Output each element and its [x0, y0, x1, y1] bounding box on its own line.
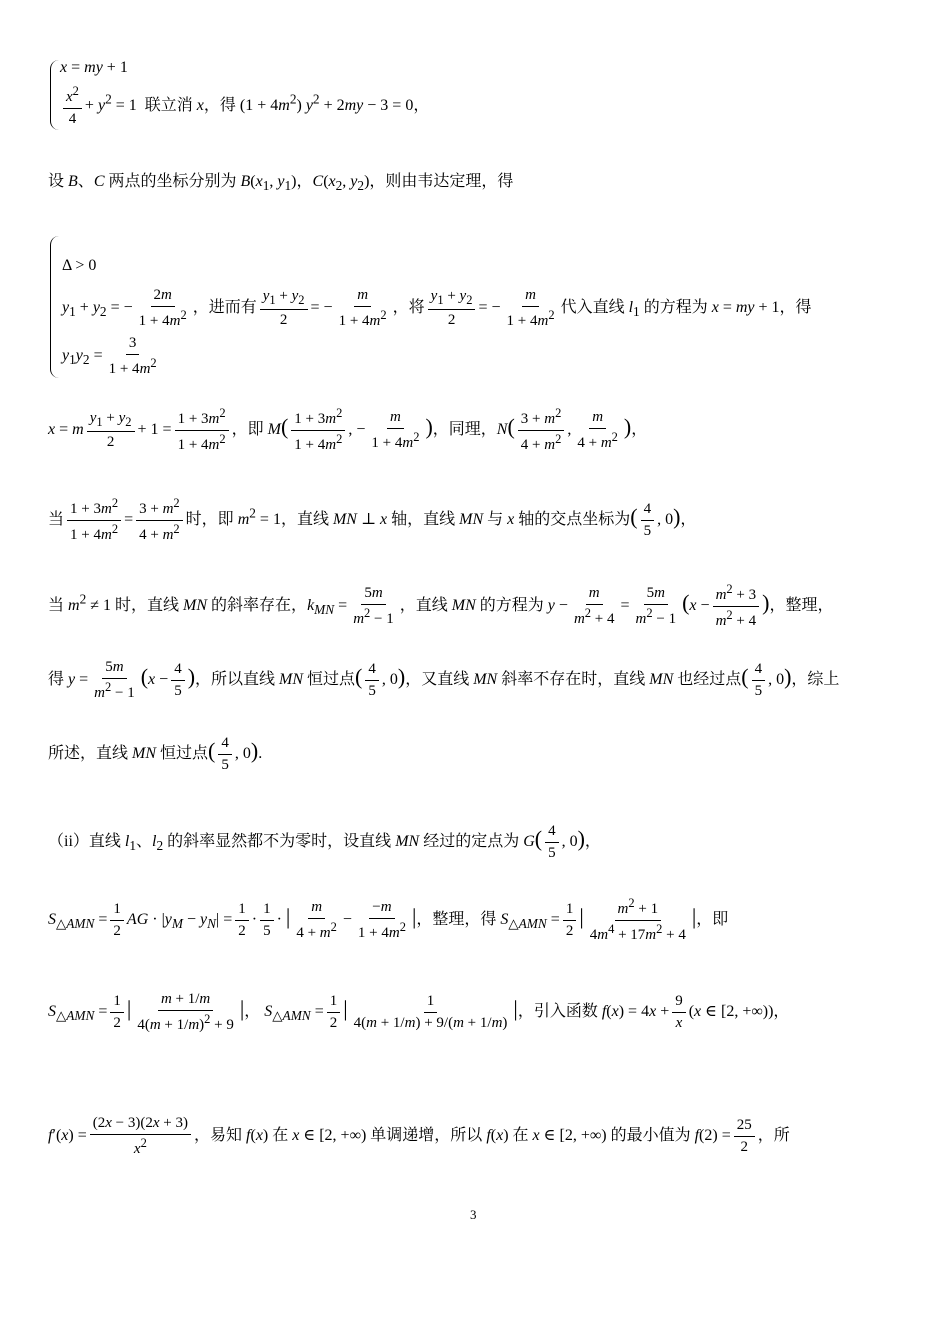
equation-line: $y_1y_2$ = $\frac{3}{1 + 4m^2}$ [62, 335, 157, 377]
equation-line: $y_1 + y_2$ = − $\frac{2m}{1 + 4m^2}$ ，进而有 $\frac{y_1 + y_2}{2}$ = − $\frac{m}{1 + 4m^2}$ ，将 $\frac{y_1 + y_2}{2}$ = − $\frac{m}{1 + 4m^2}$ 代入直线 $l_1$ 的方程为 x = my + 1，得 [62, 287, 812, 329]
text-line: 设 B、C 两点的坐标分别为 $B(x_1$, $y_1$)，$C(x_2$, $y_2$)，则由韦达定理，得 [48, 173, 514, 194]
equation-line: x = m $\frac{y_1 + y_2}{2}$ + 1 = $\frac{1 + 3m^2}{1 + 4m^2}$ ，即 M( $\frac{1 + 3m^2}{1 + 4m^2}$ , − $\frac{m}{1 + 4m^2}$ )，同理，N( $\frac{3 + m^2}{4 + m^2}$ , $\frac{m}{4 + m^2}$ )， [48, 406, 648, 453]
equation-line: 得 y = $\frac{5m}{m^2 - 1}$ (x − $\frac{4}{5}$ )，所以直线 MN 恒过点( $\frac{4}{5}$ , 0)，又直线 MN 斜率不存在时，直线 MN 也经过点( $\frac{4}{5}$ , 0)，综上 [48, 659, 840, 701]
equation-line: $S_{\triangle AMN}$ = $\frac{1}{2}$ AG · $|y_M - y_N|$ = $\frac{1}{2}$ · $\frac{1}{5}$ · | $\frac{m}{4 + m^2}$ − $\frac{-m}{1 + 4m^2}$ |，整理，得 $S_{\triangle AMN}$ = $\frac{1}{2}$ | $\frac{m^2 + 1}{4m^4 + 17m^2 + 4}$ |，即 [48, 896, 729, 943]
equation-line: Δ > 0 [62, 257, 97, 274]
equation-line: 当 $\frac{1 + 3m^2}{1 + 4m^2}$ = $\frac{3 + m^2}{4 + m^2}$ 时，即 $m^2 = 1$，直线 MN ⊥ x 轴，直线 MN 与 x 轴的交点坐标为( $\frac{4}{5}$ , 0)， [48, 496, 697, 543]
system-brace [50, 236, 59, 378]
equation-line: 当 $m^2 \ne 1$ 时，直线 MN 的斜率存在，$k_{MN}$ = $\frac{5m}{m^2 - 1}$ ，直线 MN 的方程为 y − $\frac{m}{m^2 + 4}$ = $\frac{5m}{m^2 - 1}$ (x − $\frac{m^2 + 3}{m^2 + 4}$ )，整理， [48, 582, 834, 629]
equation-line: （ii）直线 $l_1$、$l_2$ 的斜率显然都不为零时，设直线 MN 经过的定点为 G( $\frac{4}{5}$ , 0)， [48, 823, 601, 861]
equation-line: f′(x) = $\frac{(2x - 3)(2x + 3)}{x^2}$ ，易知 f(x) 在 x ∈ [2, +∞) 单调递增，所以 f(x) 在 x ∈ [2, +∞) 的最小值为 f(2) = $\frac{25}{2}$ ，所 [48, 1115, 790, 1157]
system-brace [50, 60, 59, 130]
equation-line: x = my + 1 [60, 59, 128, 76]
equation-line: $\frac{x^2}{4}$ + $y^2 = 1$ 联立消 x，得 $(1 + 4m^2)$ $y^2 + 2my - 3 = 0$， [60, 84, 429, 129]
page-number: 3 [470, 1207, 477, 1222]
equation-line: $S_{\triangle AMN}$ = $\frac{1}{2}$ | $\frac{m + 1/m}{4(m + 1/m)^2 + 9}$ |， $S_{\triangle AMN}$ = $\frac{1}{2}$ | $\frac{1}{4(m + 1/m) + 9/(m + 1/m)}$ |，引入函数 f(x) = 4x + $\frac{9}{x}$ (x ∈ [2, +∞))， [48, 991, 790, 1033]
equation-line: 所述，直线 MN 恒过点( $\frac{4}{5}$ , 0). [48, 735, 263, 773]
